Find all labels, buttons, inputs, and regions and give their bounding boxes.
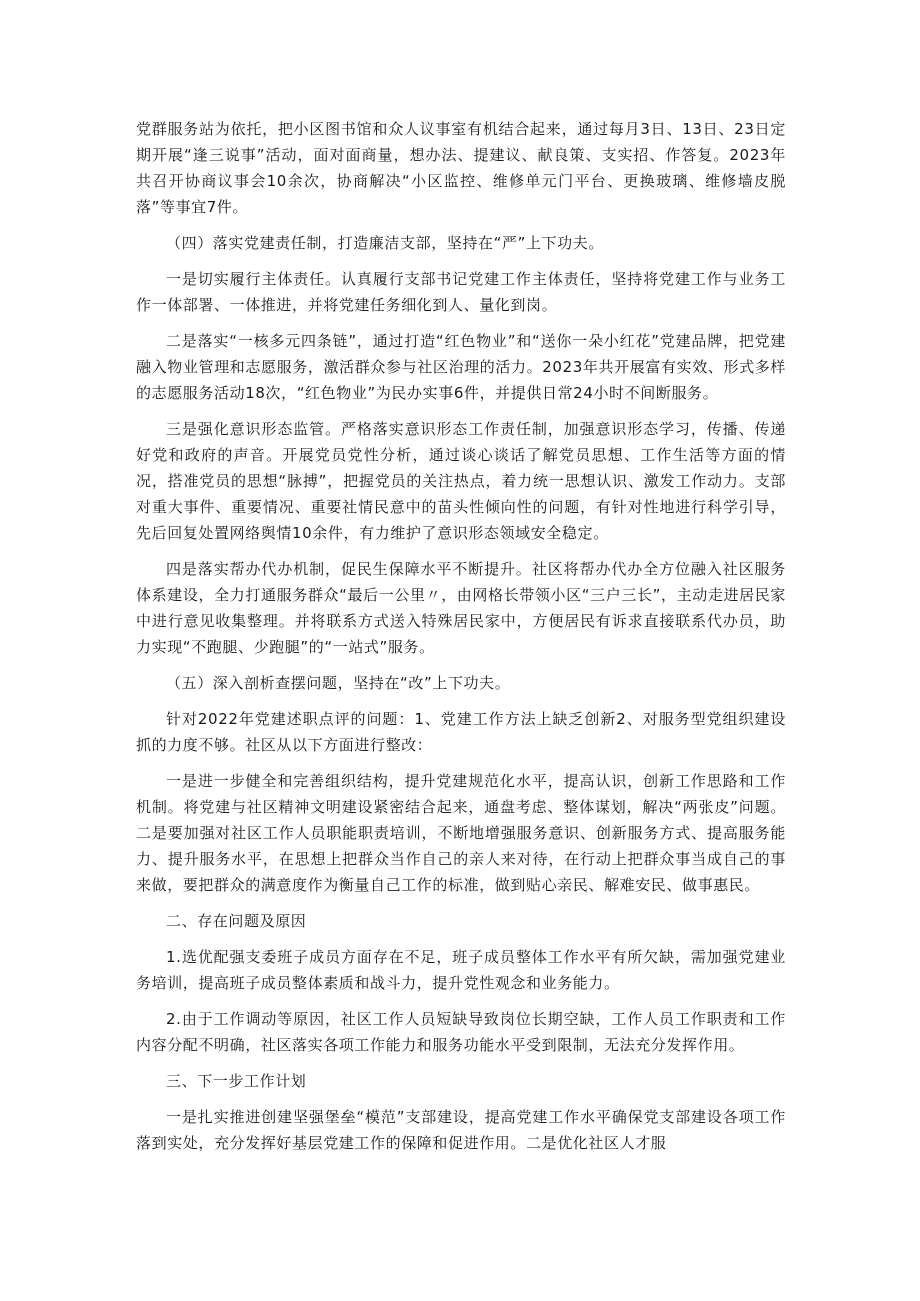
body-paragraph: 针对2022年党建述职点评的问题：1、党建工作方法上缺乏创新2、对服务型党组织建设抓的力度不够。社区从以下方面进行整改： bbox=[136, 710, 786, 754]
section-heading-four: （四）落实党建责任制，打造廉洁支部，坚持在“严”上下功夫。 bbox=[166, 234, 604, 252]
body-paragraph: 一是扎实推进创建坚强堡垒“模范”支部建设，提高党建工作水平确保党支部建设各项工作落到实处，充分发挥好基层党建工作的保障和促进作用。二是优化社区人才服 bbox=[136, 1108, 786, 1152]
body-paragraph: 一是进一步健全和完善组织结构，提升党建规范化水平，提高认识，创新工作思路和工作机制。将党建与社区精神文明建设紧密结合起来，通盘考虑、整体谋划，解决“两张皮”问题。二是要加强对社区工作人员职能职责培训，不断地增强服务意识、创新服务方式、提高服务能力、提升服务水平，在思想上把群众当作自己的亲人来对待，在行动上把群众事当成自己的事来做，要把群众的满意度作为衡量自己工作的标准，做到贴心亲民、解难安民、做事惠民。 bbox=[136, 772, 786, 894]
section-heading-next-plan: 三、下一步工作计划 bbox=[166, 1072, 307, 1090]
body-paragraph: 三是强化意识形态监管。严格落实意识形态工作责任制，加强意识形态学习，传播、传递好党和政府的声音。开展党员党性分析，通过谈心谈话了解党员思想、工作生活等方面的情况，搭准党员的思想“脉搏”，把握党员的关注热点，着力统一思想认识、激发工作动力。支部对重大事件、重要情况、重要社情民意中的苗头性倾向性的问题，有针对性地进行科学引导，先后回复处置网络舆情10余件，有力维护了意识形态领域安全稳定。 bbox=[136, 420, 786, 542]
body-paragraph: 二是落实“一核多元四条链”，通过打造“红色物业”和“送你一朵小红花”党建品牌，把党建融入物业管理和志愿服务，激活群众参与社区治理的活力。2023年共开展富有实效、形式多样的志愿服务活动18次，“红色物业”为民办实事6件，并提供日常24小时不间断服务。 bbox=[136, 332, 786, 402]
section-heading-five: （五）深入剖析查摆问题，坚持在“改”上下功夫。 bbox=[166, 674, 511, 692]
numbered-item: 1.选优配强支委班子成员方面存在不足，班子成员整体工作水平有所欠缺，需加强党建业务培训，提高班子成员整体素质和战斗力，提升党性观念和业务能力。 bbox=[136, 948, 786, 992]
body-paragraph: 一是切实履行主体责任。认真履行支部书记党建工作主体责任，坚持将党建工作与业务工作一体部署、一体推进，并将党建任务细化到人、量化到岗。 bbox=[136, 270, 786, 314]
numbered-item: 2.由于工作调动等原因，社区工作人员短缺导致岗位长期空缺，工作人员工作职责和工作内容分配不明确，社区落实各项工作能力和服务功能水平受到限制，无法充分发挥作用。 bbox=[136, 1010, 786, 1054]
section-heading-problems: 二、存在问题及原因 bbox=[166, 912, 307, 930]
body-paragraph: 四是落实帮办代办机制，促民生保障水平不断提升。社区将帮办代办全方位融入社区服务体系建设，全力打通服务群众“最后一公里〃，由网格长带领小区“三户三长”，主动走进居民家中进行意见收集整理。并将联系方式送入特殊居民家中，方便居民有诉求直接联系代办员，助力实现“不跑腿、少跑腿”的“一站式”服务。 bbox=[136, 560, 786, 656]
body-paragraph-continuation: 党群服务站为依托，把小区图书馆和众人议事室有机结合起来，通过每月3日、13日、23日定期开展“逢三说事”活动，面对面商量，想办法、提建议、献良策、支实招、作答复。2023年共召开协商议事会10余次，协商解决“小区监控、维修单元门平台、更换玻璃、维修墙皮脱落”等事宜7件。 bbox=[136, 120, 786, 216]
document-page bbox=[136, 116, 786, 1166]
